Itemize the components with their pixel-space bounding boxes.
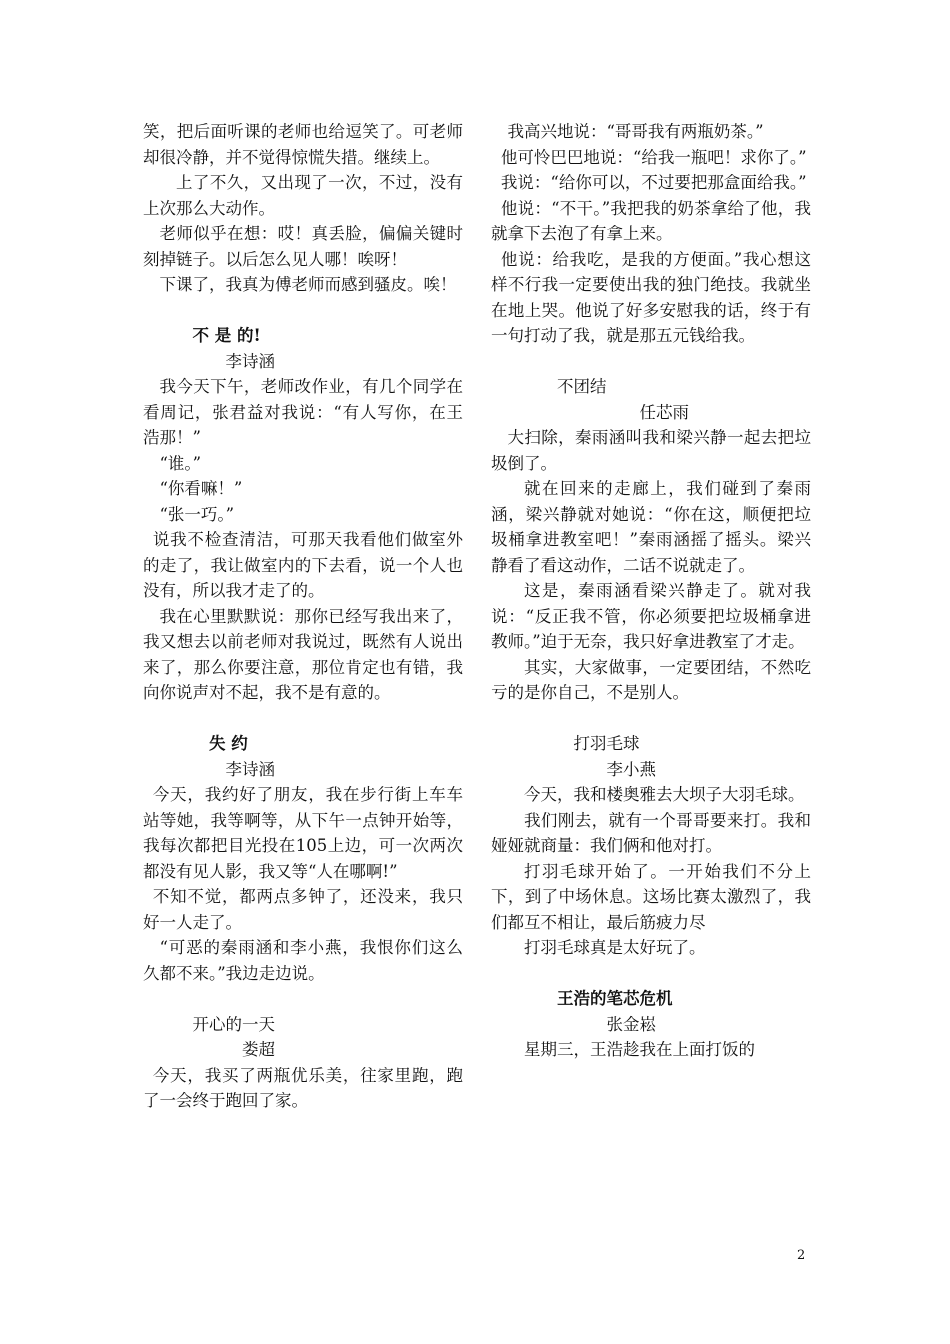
paragraph-gap bbox=[491, 961, 811, 987]
paragraph: 其实，大家做事，一定要团结，不然吃亏的是你自己，不是别人。 bbox=[491, 657, 811, 702]
paragraph: 上了不久，又出现了一次，不过，没有上次那么大动作。 bbox=[143, 173, 463, 218]
paragraph: 我今天下午，老师改作业，有几个同学在看周记，张君益对我说：“有人写你，在王浩那！” bbox=[143, 377, 463, 447]
paragraph: 今天，我买了两瓶优乐美，往家里跑，跑了一会终于跑回了家。 bbox=[143, 1065, 463, 1110]
paragraph: “你看嘛！” bbox=[159, 479, 243, 498]
article-author: 李诗涵 bbox=[225, 759, 275, 779]
page-number: 2 bbox=[797, 1248, 806, 1263]
paragraph: 下课了，我真为傅老师而感到骚皮。唉！ bbox=[159, 275, 457, 294]
paragraph: 我们刚去，就有一个哥哥要来打。我和娅娅就商量：我们俩和他对打。 bbox=[491, 810, 811, 855]
paragraph: 说我不检查清洁，可那天我看他们做室外的走了，我让做室内的下去看，说一个人也没有，所以我才走了的。 bbox=[143, 530, 463, 600]
article-title: 不团结 bbox=[557, 377, 607, 396]
paragraph-gap bbox=[491, 706, 811, 732]
paragraph: “谁。” bbox=[159, 453, 202, 473]
paragraph: “可恶的秦雨涵和李小燕，我恨你们这么久都不来。”我边走边说。 bbox=[143, 938, 463, 983]
article-title: 不 是 的! bbox=[192, 326, 261, 345]
article-title: 王浩的笔芯危机 bbox=[557, 989, 673, 1008]
paragraph: 这是，秦雨涵看梁兴静走了。就对我说：“反正我不管，你必须要把垃圾桶拿进教师。”迫于无奈，我只好拿进教室了才走。 bbox=[491, 581, 811, 651]
paragraph: 我在心里默默说：那你已经写我出来了，我又想去以前老师对我说过，既然有人说出来了，那么你要注意，那位肯定也有错，我向你说声对不起，我不是有意的。 bbox=[143, 606, 463, 702]
paragraph: 他可怜巴巴地说：“给我一瓶吧！求你了。” bbox=[500, 147, 807, 167]
paragraph-gap bbox=[143, 298, 463, 324]
paragraph: 他说：“不干。”我把我的奶茶拿给了他，我就拿下去泡了有拿上来。 bbox=[491, 198, 811, 243]
paragraph: 我高兴地说：“哥哥我有两瓶奶茶。” bbox=[507, 122, 764, 141]
left-column bbox=[143, 119, 463, 1114]
paragraph: 星期三，王浩趁我在上面打饭的 bbox=[524, 1040, 755, 1059]
paragraph: “张一巧。” bbox=[159, 504, 235, 524]
paragraph: 笑，把后面听课的老师也给逗笑了。可老师却很冷静，并不觉得惊慌失措。继续上。 bbox=[143, 122, 463, 167]
article-author: 李小燕 bbox=[606, 759, 656, 779]
paragraph-gap bbox=[491, 349, 811, 375]
paragraph: 就在回来的走廊上，我们碰到了秦雨涵，梁兴静就对她说：“你在这，顺便把垃圾桶拿进教室吧！”秦雨涵摇了摇头。梁兴静看了看这动作，二话不说就走了。 bbox=[491, 479, 811, 575]
paragraph: 他说：给我吃，是我的方便面。”我心想这样不行我一定要使出我的独门绝技。我就坐在地上哭。他说了好多安慰我的话，终于有一句打动了我，就是那五元钱给我。 bbox=[491, 249, 811, 345]
right-column bbox=[491, 119, 811, 1063]
article-author: 李诗涵 bbox=[225, 351, 275, 371]
paragraph: 打羽毛球开始了。一开始我们不分上下，到了中场休息。这场比赛太激烈了，我们都互不相让，最后筋疲力尽 bbox=[491, 861, 811, 932]
paragraph-gap bbox=[143, 706, 463, 732]
paragraph: 老师似乎在想：哎！真丢脸，偏偏关键时刻掉链子。以后怎么见人哪！唉呀！ bbox=[143, 224, 463, 269]
paragraph: 大扫除，秦雨涵叫我和梁兴静一起去把垃圾倒了。 bbox=[491, 428, 811, 473]
article-title: 失 约 bbox=[209, 734, 248, 753]
article-author: 任芯雨 bbox=[639, 402, 689, 422]
article-title: 开心的一天 bbox=[192, 1014, 275, 1034]
article-author: 张金崧 bbox=[606, 1014, 656, 1034]
article-author: 娄超 bbox=[242, 1040, 275, 1059]
paragraph: 我说：“给你可以，不过要把那盒面给我。” bbox=[500, 173, 807, 192]
paragraph-gap bbox=[143, 986, 463, 1012]
paragraph: 打羽毛球真是太好玩了。 bbox=[524, 938, 706, 957]
paragraph: 今天，我和楼奥雅去大坝子大羽毛球。 bbox=[524, 785, 805, 804]
paragraph: 不知不觉，都两点多钟了，还没来，我只好一人走了。 bbox=[143, 887, 463, 932]
article-title: 打羽毛球 bbox=[573, 734, 640, 753]
paragraph: 今天，我约好了朋友，我在步行街上车车站等她，我等啊等，从下午一点钟开始等，我每次都把目光投在105上边，可一次两次都没有见人影，我又等“人在哪啊!” bbox=[143, 785, 463, 881]
